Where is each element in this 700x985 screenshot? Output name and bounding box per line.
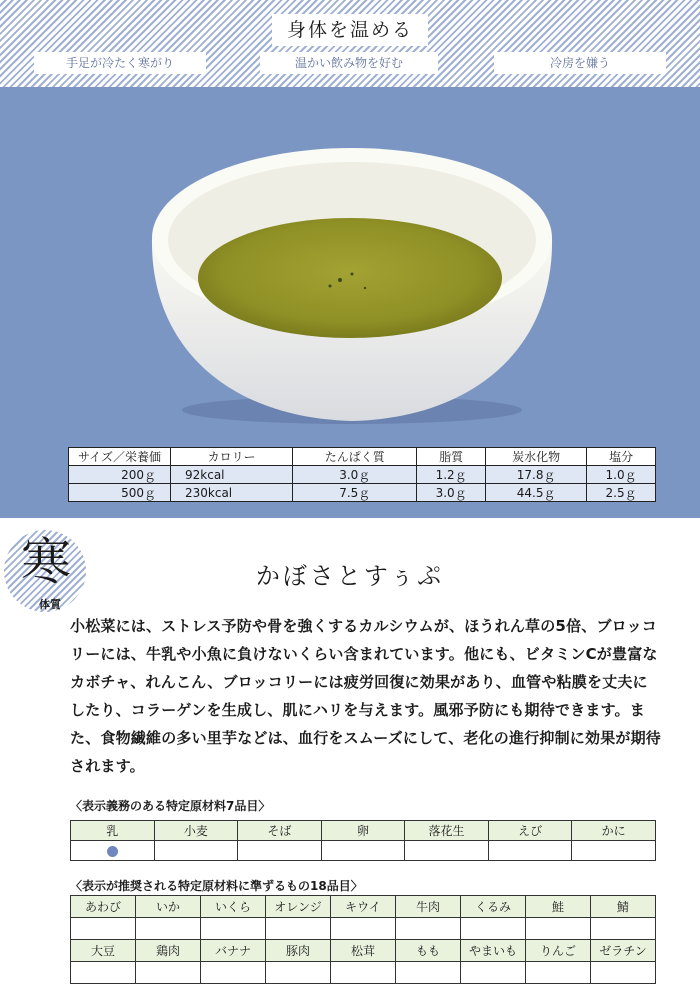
allergen-item: 鶏肉 [136, 940, 201, 962]
nutrition-cell: 2.5ｇ [587, 484, 656, 502]
allergen-mark-cell [154, 841, 238, 861]
allergen-mark-cell [461, 918, 526, 940]
symptom-tag-warm-drinks: 温かい飲み物を好む [260, 52, 438, 74]
allergen-mark-cell [591, 962, 656, 984]
allergen-item: 松茸 [331, 940, 396, 962]
nutrition-cell: 44.5ｇ [486, 484, 587, 502]
allergen-item: 乳 [71, 821, 155, 841]
contains-mark-icon [107, 846, 118, 857]
nutrition-header-carbs: 炭水化物 [486, 448, 587, 466]
nutrition-header-row [69, 448, 656, 466]
nutrition-cell: 1.2ｇ [417, 466, 486, 484]
recipe-description: 小松菜には、ストレス予防や骨を強くするカルシウムが、ほうれん草の5倍、ブロッコリーには、牛乳や小魚に負けないくらい含まれています。他にも、ビタミンCが豊富なカボチャ、れんこん、ブロッコリーには疲労回復に効果があり、血管や粘膜を丈夫にしたり、コラーゲンを生成し、肌にハリを与えます。風邪予防にも期待できます。また、食物繊維の多い里芋などは、血行をスムーズにして、老化の進行抑制に効果が期待されます。 [70, 617, 662, 775]
allergen-item: 大豆 [71, 940, 136, 962]
allergen-item: 豚肉 [266, 940, 331, 962]
nutrition-cell: 3.0ｇ [293, 466, 417, 484]
allergen-item: えび [488, 821, 572, 841]
nutrition-header-size: サイズ／栄養価 [69, 448, 171, 466]
allergen-mark-cell [136, 962, 201, 984]
nutrition-table [68, 447, 656, 502]
allergen-mark-cell [488, 841, 572, 861]
nutrition-header-fat: 脂質 [417, 448, 486, 466]
nutrition-cell: 17.8ｇ [486, 466, 587, 484]
allergen-item: やまいも [461, 940, 526, 962]
allergen-mark-cell [572, 841, 656, 861]
allergen-mark-row [71, 918, 656, 940]
nutrition-cell: 200ｇ [69, 466, 171, 484]
required-allergens-caption: 〈表示義務のある特定原材料7品目〉 [70, 799, 271, 813]
table-row [69, 466, 656, 484]
allergen-label-row [71, 940, 656, 962]
allergen-mark-cell [396, 962, 461, 984]
nutrition-cell: 3.0ｇ [417, 484, 486, 502]
recommended-allergens-caption: 〈表示が推奨される特定原材料に準ずるもの18品目〉 [70, 879, 363, 893]
allergen-item: いくら [201, 896, 266, 918]
allergen-label-row [71, 896, 656, 918]
nutrition-cell: 1.0ｇ [587, 466, 656, 484]
allergen-mark-cell [461, 962, 526, 984]
constitution-kanji: 寒 [21, 533, 71, 591]
herb-fleck [338, 278, 342, 282]
nutrition-cell: 230kcal [171, 484, 293, 502]
allergen-item: いか [136, 896, 201, 918]
symptom-tag-cold-hands: 手足が冷たく寒がり [34, 52, 206, 74]
allergen-item: かに [572, 821, 656, 841]
allergen-mark-cell [526, 962, 591, 984]
allergen-mark-cell [266, 918, 331, 940]
allergen-mark-cell [526, 918, 591, 940]
allergen-item: あわび [71, 896, 136, 918]
nutrition-header-calorie: カロリー [171, 448, 293, 466]
header-title: 身体を温める [272, 14, 428, 46]
allergen-item: ゼラチン [591, 940, 656, 962]
nutrition-header-protein: たんぱく質 [293, 448, 417, 466]
allergen-mark-cell [71, 962, 136, 984]
allergen-mark-cell [201, 962, 266, 984]
nutrition-cell: 7.5ｇ [293, 484, 417, 502]
allergen-item: りんご [526, 940, 591, 962]
allergen-mark-cell [396, 918, 461, 940]
recommended-allergens-table [70, 895, 656, 984]
allergen-mark-cell [405, 841, 489, 861]
table-row [69, 484, 656, 502]
recipe-title: かぼさとすぅぷ [255, 562, 445, 590]
allergen-mark-cell [331, 918, 396, 940]
allergen-item: もも [396, 940, 461, 962]
allergen-mark-cell [331, 962, 396, 984]
allergen-label-row [71, 821, 656, 841]
required-allergens-table [70, 820, 656, 861]
allergen-mark-cell [201, 918, 266, 940]
allergen-mark-cell [71, 918, 136, 940]
allergen-mark-cell [238, 841, 322, 861]
allergen-mark-cell [591, 918, 656, 940]
allergen-mark-cell [136, 918, 201, 940]
nutrition-cell: 92kcal [171, 466, 293, 484]
allergen-mark-row [71, 962, 656, 984]
soup-surface [198, 218, 502, 338]
constitution-label: 体質 [39, 598, 61, 611]
symptom-tag-dislike-aircon: 冷房を嫌う [494, 52, 666, 74]
nutrition-cell: 500ｇ [69, 484, 171, 502]
allergen-item: キウイ [331, 896, 396, 918]
nutrition-header-salt: 塩分 [587, 448, 656, 466]
allergen-item: 牛肉 [396, 896, 461, 918]
allergen-item: 鯖 [591, 896, 656, 918]
herb-fleck [351, 273, 354, 276]
allergen-mark-cell [71, 841, 155, 861]
herb-fleck [364, 287, 366, 289]
allergen-item: くるみ [461, 896, 526, 918]
herb-fleck [329, 285, 332, 288]
allergen-item: 落花生 [405, 821, 489, 841]
allergen-item: 卵 [321, 821, 405, 841]
allergen-item: バナナ [201, 940, 266, 962]
allergen-item: 小麦 [154, 821, 238, 841]
allergen-item: そば [238, 821, 322, 841]
allergen-item: 鮭 [526, 896, 591, 918]
allergen-item: オレンジ [266, 896, 331, 918]
header-banner [0, 0, 700, 88]
allergen-mark-cell [321, 841, 405, 861]
allergen-mark-cell [266, 962, 331, 984]
allergen-mark-row [71, 841, 656, 861]
